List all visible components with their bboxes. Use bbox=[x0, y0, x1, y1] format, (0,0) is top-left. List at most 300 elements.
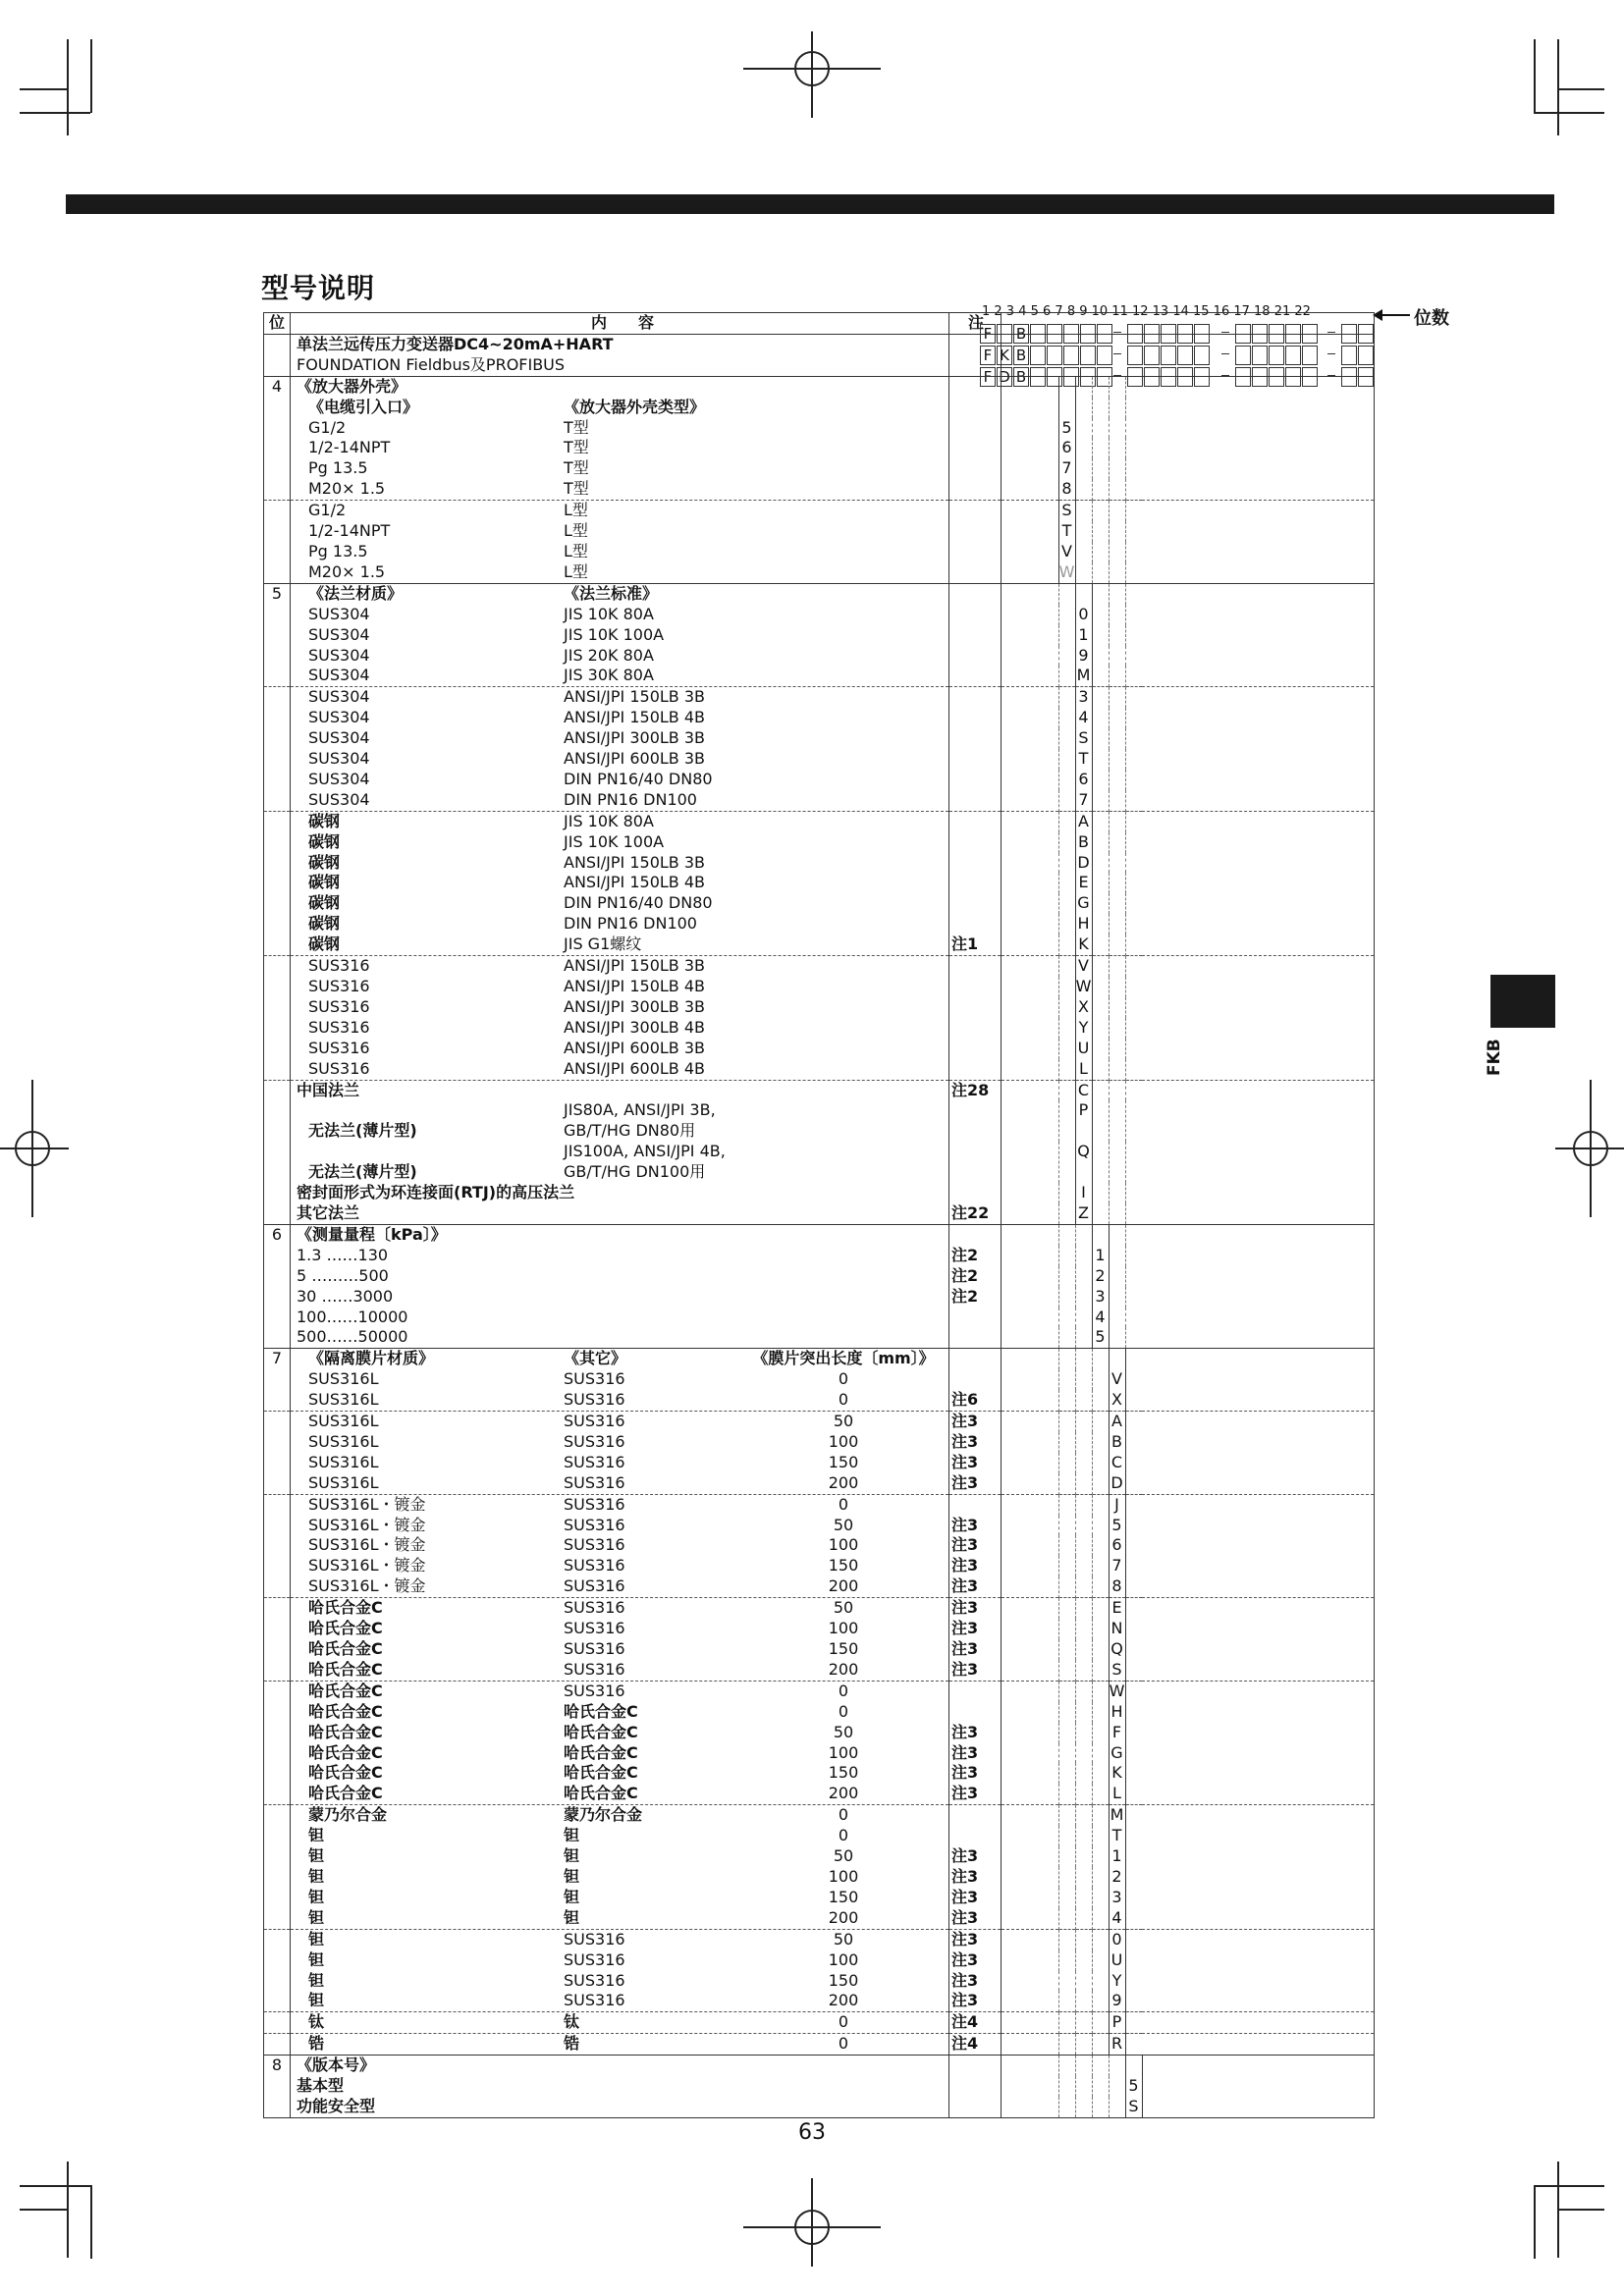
code-digit-cell bbox=[1109, 893, 1125, 914]
table-row bbox=[264, 832, 1375, 853]
spec-value: 0 bbox=[838, 1494, 849, 1514]
content-cell bbox=[291, 811, 949, 831]
spec-value: SUS304 bbox=[308, 708, 370, 727]
code-digit-cell bbox=[1092, 458, 1109, 479]
table-row bbox=[264, 1619, 1375, 1639]
spec-value: ANSI/JPI 150LB 3B bbox=[564, 687, 706, 707]
code-digit-cell: J bbox=[1109, 1494, 1125, 1515]
content-cell bbox=[291, 418, 949, 439]
code-digit-cell: 4 bbox=[1109, 1908, 1125, 1929]
table-row bbox=[264, 687, 1375, 708]
code-digit-cell bbox=[1058, 1327, 1075, 1348]
code-digit-cell: G bbox=[1109, 1743, 1125, 1764]
spec-value: L型 bbox=[564, 561, 588, 581]
spec-value: SUS316 bbox=[564, 1929, 625, 1949]
code-digit-cell bbox=[1125, 934, 1142, 955]
code-digit-cell: V bbox=[1109, 1369, 1125, 1390]
table-row bbox=[264, 1390, 1375, 1411]
code-digit-cell bbox=[1058, 1059, 1075, 1080]
header-bar bbox=[66, 194, 1554, 214]
code-digit-cell: Z bbox=[1075, 1203, 1092, 1224]
content-cell bbox=[291, 1619, 949, 1639]
code-digit-cell bbox=[1058, 687, 1075, 708]
code-digit-cell bbox=[1092, 934, 1109, 955]
spec-value: JIS 10K 100A bbox=[564, 831, 665, 851]
code-digit-cell bbox=[1092, 1681, 1109, 1701]
code-digit-cell bbox=[1075, 1867, 1092, 1888]
spec-value: ANSI/JPI 150LB 4B bbox=[564, 977, 706, 995]
code-digit-cell: 6 bbox=[1109, 1535, 1125, 1556]
code-digit-cell bbox=[1125, 1183, 1142, 1203]
code-digit-cell bbox=[1092, 1453, 1109, 1473]
content-cell bbox=[291, 873, 949, 893]
code-digit-cell: B bbox=[1109, 1432, 1125, 1453]
code-digit-cell bbox=[1125, 1142, 1142, 1183]
code-digit-cell bbox=[1092, 376, 1109, 397]
spec-value: 100 bbox=[828, 1619, 859, 1638]
content-cell bbox=[291, 1576, 949, 1597]
table-row bbox=[264, 1412, 1375, 1432]
content-cell bbox=[291, 1266, 949, 1287]
code-digit-cell bbox=[1109, 646, 1125, 667]
spec-value: 200 bbox=[828, 1784, 859, 1803]
spec-value: 0 bbox=[838, 1805, 849, 1825]
content-cell bbox=[291, 1763, 949, 1784]
code-digit-cell bbox=[1075, 1516, 1092, 1536]
spec-value: L型 bbox=[564, 501, 588, 520]
code-digit-cell bbox=[1058, 666, 1075, 686]
code-digit-cell bbox=[1125, 853, 1142, 874]
code-digit-cell: 4 bbox=[1075, 708, 1092, 728]
table-row bbox=[264, 1059, 1375, 1080]
note-cell bbox=[949, 438, 1001, 458]
code-digit-cell bbox=[1125, 1971, 1142, 1992]
spec-value: SUS316 bbox=[564, 1598, 625, 1618]
code-cell: B bbox=[1013, 367, 1029, 387]
spec-value: DIN PN16/40 DN80 bbox=[564, 893, 713, 913]
content-cell bbox=[291, 1867, 949, 1888]
code-digit-cell bbox=[1058, 1867, 1075, 1888]
spec-value: 哈氏合金C bbox=[564, 1701, 638, 1721]
code-digit-cell: 0 bbox=[1109, 1929, 1125, 1949]
code-digit-cell bbox=[1075, 1432, 1092, 1453]
table-row bbox=[264, 1576, 1375, 1597]
note-cell bbox=[949, 1059, 1001, 1080]
note-cell: 注3 bbox=[949, 1576, 1001, 1597]
code-digit-cell: M bbox=[1110, 1805, 1124, 1825]
spec-value: T型 bbox=[564, 417, 589, 437]
header-pos: 位 bbox=[264, 313, 291, 335]
code-digit-cell bbox=[1075, 376, 1092, 397]
spec-value: 200 bbox=[828, 1472, 859, 1492]
table-row bbox=[264, 1908, 1375, 1929]
code-digit-cell bbox=[1109, 2076, 1125, 2097]
code-digit-cell bbox=[1075, 1266, 1092, 1287]
spec-value: 30 ……3000 bbox=[297, 1286, 394, 1306]
code-digit-cell bbox=[1092, 646, 1109, 667]
code-digit-cell bbox=[1092, 728, 1109, 749]
code-digit-cell bbox=[1092, 1598, 1109, 1619]
pos-cell bbox=[264, 1018, 291, 1039]
note-cell: 注3 bbox=[949, 1846, 1001, 1867]
pos-cell bbox=[264, 708, 291, 728]
code-digit-cell bbox=[1058, 1349, 1075, 1369]
spec-value: 无法兰(薄片型) bbox=[308, 1121, 417, 1141]
code-digit-cell bbox=[1125, 562, 1142, 583]
code-digit-cell: 5 bbox=[1058, 418, 1075, 439]
code-digit-cell bbox=[1075, 2012, 1092, 2034]
code-digit-cell bbox=[1092, 1950, 1109, 1971]
code-digit-cell bbox=[1125, 583, 1142, 604]
pos-cell bbox=[264, 1702, 291, 1723]
spec-value: 200 bbox=[828, 1576, 859, 1596]
code-digit-cell bbox=[1125, 1059, 1142, 1080]
code-digit-cell bbox=[1125, 1991, 1142, 2011]
code-digit-cell bbox=[1058, 398, 1075, 418]
spec-value: Pg 13.5 bbox=[308, 541, 368, 561]
spec-value: 200 bbox=[828, 1907, 859, 1927]
content-cell bbox=[291, 770, 949, 790]
spec-value: SUS316 bbox=[308, 956, 370, 976]
code-digit-cell bbox=[1092, 1183, 1109, 1203]
code-digit-cell bbox=[1075, 1224, 1092, 1245]
code-digit-cell bbox=[1092, 1516, 1109, 1536]
code-digit-cell bbox=[1075, 1619, 1092, 1639]
note-cell bbox=[949, 977, 1001, 997]
header-content: 内 容 bbox=[291, 313, 949, 335]
content-cell bbox=[291, 1224, 949, 1245]
spec-value: G1/2 bbox=[308, 501, 347, 520]
code-digit-cell bbox=[1058, 1763, 1075, 1784]
table-row bbox=[264, 1950, 1375, 1971]
spec-value: 《放大器外壳类型》 bbox=[564, 397, 706, 416]
code-digit-cell bbox=[1092, 1660, 1109, 1681]
code-digit-cell bbox=[1092, 1991, 1109, 2011]
code-digit-cell bbox=[1125, 1349, 1142, 1369]
code-digit-cell: 3 bbox=[1092, 1287, 1109, 1308]
note-cell bbox=[949, 605, 1001, 625]
table-row bbox=[264, 749, 1375, 770]
pos-cell bbox=[264, 1080, 291, 1100]
code-digit-cell bbox=[1058, 2056, 1075, 2076]
code-digit-cell: A bbox=[1075, 811, 1092, 831]
code-digit-cell bbox=[1058, 1039, 1075, 1059]
spec-value: 50 bbox=[833, 1412, 854, 1431]
note-cell: 注3 bbox=[949, 1639, 1001, 1660]
table-row bbox=[264, 1556, 1375, 1576]
code-digit-cell bbox=[1125, 1805, 1142, 1826]
note-cell bbox=[949, 832, 1001, 853]
code-digit-cell bbox=[1109, 1018, 1125, 1039]
note-cell bbox=[949, 914, 1001, 934]
code-digit-cell bbox=[1125, 1432, 1142, 1453]
spec-value: 0 bbox=[838, 1826, 849, 1845]
spec-value: ANSI/JPI 150LB 4B bbox=[564, 873, 706, 892]
intro-row-1 bbox=[264, 334, 1375, 354]
code-digit-cell: 5 bbox=[1125, 2076, 1142, 2097]
spec-value: SUS304 bbox=[308, 624, 370, 644]
spec-value: SUS316 bbox=[308, 1058, 370, 1078]
code-digit-cell bbox=[1092, 521, 1109, 542]
content-cell bbox=[291, 1929, 949, 1949]
spec-value: 密封面形式为环连接面(RTJ)的高压法兰 bbox=[297, 1183, 575, 1202]
code-digit-cell bbox=[1109, 562, 1125, 583]
table-row bbox=[264, 1846, 1375, 1867]
code-digit-cell bbox=[1075, 1950, 1092, 1971]
code-digit-cell: G bbox=[1075, 893, 1092, 914]
code-cell: B bbox=[1013, 324, 1029, 344]
pos-cell bbox=[264, 398, 291, 418]
table-row bbox=[264, 1100, 1375, 1142]
note-cell bbox=[949, 873, 1001, 893]
content-cell bbox=[291, 1516, 949, 1536]
code-digit-cell bbox=[1075, 1369, 1092, 1390]
spec-value: 钽 bbox=[564, 1866, 580, 1886]
content-cell bbox=[291, 1639, 949, 1660]
code-digit-cell bbox=[1092, 1826, 1109, 1846]
pos-cell bbox=[264, 853, 291, 874]
code-digit-cell bbox=[1092, 997, 1109, 1018]
code-digit-cell bbox=[1058, 1516, 1075, 1536]
code-digit-cell: T bbox=[1109, 1826, 1125, 1846]
code-digit-cell bbox=[1125, 479, 1142, 500]
content-cell bbox=[291, 1369, 949, 1390]
pos-cell bbox=[264, 1287, 291, 1308]
note-cell bbox=[949, 2076, 1001, 2097]
content-cell bbox=[291, 376, 949, 397]
code-digit-cell bbox=[1058, 873, 1075, 893]
code-digit-cell bbox=[1092, 1908, 1109, 1929]
code-digit-cell bbox=[1058, 1535, 1075, 1556]
pos-cell bbox=[264, 625, 291, 646]
code-cell: F bbox=[980, 346, 996, 365]
code-digit-cell bbox=[1125, 1784, 1142, 1804]
code-digit-cell bbox=[1058, 728, 1075, 749]
spec-value: JIS 10K 80A bbox=[564, 604, 654, 623]
pos-cell bbox=[264, 542, 291, 562]
spec-value: SUS316 bbox=[308, 996, 370, 1016]
pos-cell bbox=[264, 749, 291, 770]
code-digit-cell bbox=[1092, 605, 1109, 625]
code-digit-cell bbox=[1058, 1723, 1075, 1743]
code-digit-cell bbox=[1092, 790, 1109, 811]
code-digit-cell bbox=[1125, 1266, 1142, 1287]
code-digit-cell bbox=[1092, 1535, 1109, 1556]
code-digit-cell bbox=[1092, 1888, 1109, 1908]
content-cell bbox=[291, 479, 949, 500]
code-digit-cell bbox=[1075, 1784, 1092, 1804]
code-digit-cell bbox=[1058, 790, 1075, 811]
spec-value: SUS316 bbox=[564, 1472, 625, 1492]
code-digit-cell: 7 bbox=[1109, 1556, 1125, 1576]
table-row bbox=[264, 2012, 1375, 2034]
code-digit-cell bbox=[1109, 1080, 1125, 1100]
code-digit-cell bbox=[1125, 1598, 1142, 1619]
content-cell bbox=[291, 1784, 949, 1804]
table-row bbox=[264, 438, 1375, 458]
content-cell bbox=[291, 1681, 949, 1701]
code-digit-cell bbox=[1075, 1576, 1092, 1597]
code-digit-cell bbox=[1058, 2034, 1075, 2056]
registration-mark-left bbox=[0, 1080, 79, 1217]
code-digit-cell bbox=[1092, 1639, 1109, 1660]
note-cell: 注3 bbox=[949, 1888, 1001, 1908]
code-digit-cell bbox=[1109, 956, 1125, 977]
pos-cell bbox=[264, 1991, 291, 2011]
table-row bbox=[264, 1681, 1375, 1701]
spec-value: SUS316L bbox=[308, 1472, 379, 1492]
spec-value: 钽 bbox=[308, 1846, 325, 1866]
spec-value: SUS316 bbox=[564, 1412, 625, 1431]
spec-value: SUS316L bbox=[308, 1431, 379, 1451]
code-digit-cell: L bbox=[1109, 1784, 1125, 1804]
spec-value: 100 bbox=[828, 1866, 859, 1886]
spec-value: 0 bbox=[838, 1390, 849, 1410]
table-row bbox=[264, 1266, 1375, 1287]
code-digit-cell bbox=[1125, 1473, 1142, 1494]
code-digit-cell: 6 bbox=[1058, 438, 1075, 458]
pos-cell bbox=[264, 1059, 291, 1080]
content-cell bbox=[291, 1453, 949, 1473]
content-cell bbox=[291, 1308, 949, 1328]
note-cell bbox=[949, 749, 1001, 770]
spec-value: 碳钢 bbox=[308, 893, 341, 913]
table-row bbox=[264, 1660, 1375, 1681]
code-digit-cell bbox=[1092, 625, 1109, 646]
code-digit-cell: R bbox=[1109, 2034, 1125, 2056]
code-digit-cell bbox=[1092, 853, 1109, 874]
note-cell: 注3 bbox=[949, 1432, 1001, 1453]
content-cell bbox=[291, 1100, 949, 1142]
table-header-row bbox=[264, 313, 1375, 335]
registration-mark-bottom bbox=[743, 2178, 881, 2276]
pos-cell bbox=[264, 2097, 291, 2117]
pos-cell bbox=[264, 1246, 291, 1266]
content-cell bbox=[291, 605, 949, 625]
spec-value: 哈氏合金C bbox=[308, 1619, 383, 1638]
spec-value: 1/2-14NPT bbox=[308, 521, 391, 541]
pos-cell bbox=[264, 1784, 291, 1804]
code-digit-cell: 7 bbox=[1075, 790, 1092, 811]
code-digit-cell bbox=[1125, 1453, 1142, 1473]
table-row bbox=[264, 997, 1375, 1018]
code-digit-cell bbox=[1075, 542, 1092, 562]
note-cell: 注3 bbox=[949, 1516, 1001, 1536]
content-cell bbox=[291, 666, 949, 686]
code-digit-cell bbox=[1092, 1784, 1109, 1804]
pos-cell bbox=[264, 1763, 291, 1784]
code-digit-cell bbox=[1125, 1763, 1142, 1784]
code-digit-cell bbox=[1109, 398, 1125, 418]
spec-value: 100 bbox=[828, 1431, 859, 1451]
code-digit-cell: X bbox=[1075, 997, 1092, 1018]
code-digit-cell: T bbox=[1058, 521, 1075, 542]
spec-value: SUS316L・镀金 bbox=[308, 1535, 426, 1555]
registration-mark-top bbox=[743, 20, 881, 118]
code-digit-cell bbox=[1058, 1432, 1075, 1453]
code-digit-cell bbox=[1075, 1805, 1092, 1826]
code-digit-cell bbox=[1058, 811, 1075, 831]
table-row bbox=[264, 1888, 1375, 1908]
content-cell bbox=[291, 1535, 949, 1556]
spec-value: SUS316 bbox=[564, 1576, 625, 1596]
code-digit-cell bbox=[1125, 605, 1142, 625]
spec-value: 无法兰(薄片型) bbox=[308, 1162, 417, 1182]
spec-value: 哈氏合金C bbox=[308, 1784, 383, 1803]
code-digit-cell bbox=[1058, 977, 1075, 997]
table-row bbox=[264, 1183, 1375, 1203]
content-cell bbox=[291, 1660, 949, 1681]
code-digit-cell bbox=[1092, 542, 1109, 562]
code-digit-cell bbox=[1125, 687, 1142, 708]
pos-cell bbox=[264, 1805, 291, 1826]
code-digit-cell bbox=[1125, 398, 1142, 418]
pos-cell bbox=[264, 811, 291, 831]
code-digit-cell bbox=[1058, 934, 1075, 955]
code-digit-cell: N bbox=[1109, 1619, 1125, 1639]
pos-cell bbox=[264, 1723, 291, 1743]
note-cell bbox=[949, 1826, 1001, 1846]
note-cell bbox=[949, 1183, 1001, 1203]
code-digit-cell bbox=[1058, 1412, 1075, 1432]
code-digit-cell bbox=[1075, 1556, 1092, 1576]
code-digit-cell bbox=[1109, 1224, 1125, 1245]
code-digit-cell bbox=[1058, 1929, 1075, 1949]
table-row bbox=[264, 1702, 1375, 1723]
content-cell bbox=[291, 1950, 949, 1971]
code-digit-cell bbox=[1092, 1018, 1109, 1039]
note-cell bbox=[949, 542, 1001, 562]
code-digit-cell bbox=[1058, 1183, 1075, 1203]
spec-value: DIN PN16 DN100 bbox=[564, 789, 697, 809]
note-cell: 注1 bbox=[949, 934, 1001, 955]
note-cell bbox=[949, 811, 1001, 831]
spec-value: ANSI/JPI 150LB 3B bbox=[564, 956, 706, 976]
table-row bbox=[264, 625, 1375, 646]
note-cell bbox=[949, 583, 1001, 604]
code-digit-cell bbox=[1058, 646, 1075, 667]
spec-value: JIS100A, ANSI/JPI 4B, GB/T/HG DN100用 bbox=[564, 1142, 726, 1182]
content-cell bbox=[291, 501, 949, 521]
pos-cell bbox=[264, 1266, 291, 1287]
code-digit-cell: 5 bbox=[1109, 1516, 1125, 1536]
table-row bbox=[264, 2076, 1375, 2097]
note-cell bbox=[949, 893, 1001, 914]
code-digit-cell bbox=[1109, 832, 1125, 853]
spec-value: SUS316 bbox=[308, 1038, 370, 1057]
spec-value: SUS304 bbox=[308, 728, 370, 748]
spec-value: 钽 bbox=[308, 1991, 325, 2010]
spec-value: T型 bbox=[564, 438, 589, 457]
spec-value: ANSI/JPI 300LB 4B bbox=[564, 1017, 706, 1037]
code-digit-cell bbox=[1092, 893, 1109, 914]
note-cell bbox=[949, 2097, 1001, 2117]
spec-value: SUS316 bbox=[564, 1970, 625, 1990]
code-digit-cell: P bbox=[1109, 2012, 1125, 2034]
spec-value: SUS316 bbox=[564, 1494, 625, 1514]
content-cell bbox=[291, 1080, 949, 1100]
code-digit-cell bbox=[1075, 458, 1092, 479]
content-cell bbox=[291, 583, 949, 604]
code-digit-cell bbox=[1109, 997, 1125, 1018]
content-cell bbox=[291, 728, 949, 749]
table-row bbox=[264, 934, 1375, 955]
note-cell bbox=[949, 1805, 1001, 1826]
code-digit-cell bbox=[1092, 1743, 1109, 1764]
code-digit-cell bbox=[1125, 1224, 1142, 1245]
table-row bbox=[264, 1287, 1375, 1308]
code-digit-cell bbox=[1075, 398, 1092, 418]
